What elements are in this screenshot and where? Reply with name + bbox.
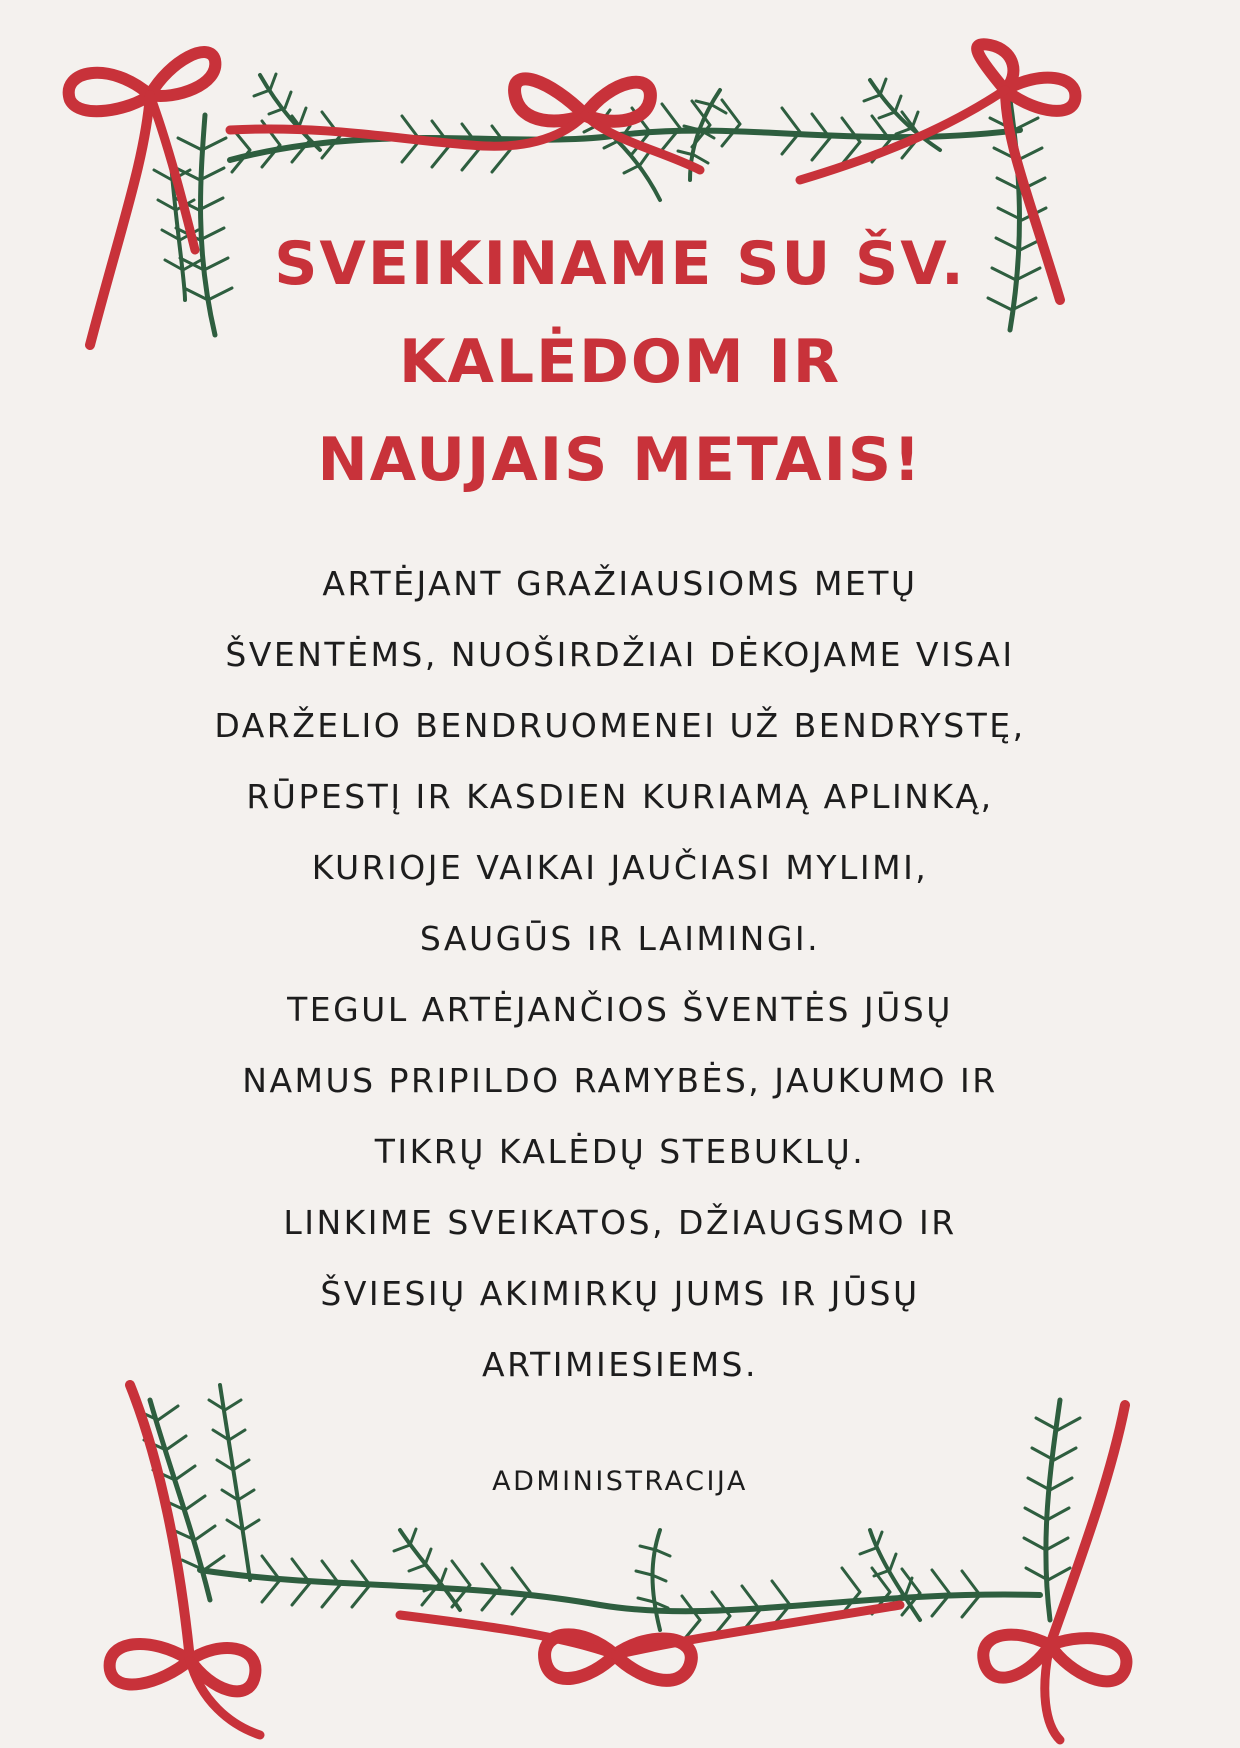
message-line: TEGUL ARTĖJANČIOS ŠVENTĖS JŪSŲ bbox=[287, 990, 953, 1029]
message-line: TIKRŲ KALĖDŲ STEBUKLŲ. bbox=[374, 1132, 866, 1171]
card-title bbox=[120, 215, 1120, 509]
signature: ADMINISTRACIJA bbox=[492, 1466, 748, 1497]
title-line: SVEIKINAME SU ŠV. bbox=[274, 229, 966, 299]
title-line: NAUJAIS METAIS! bbox=[317, 425, 923, 495]
message-line: KURIOJE VAIKAI JAUČIASI MYLIMI, bbox=[311, 848, 929, 887]
message-line: ARTĖJANT GRAŽIAUSIOMS METŲ bbox=[322, 564, 918, 603]
message-line: SAUGŪS IR LAIMINGI. bbox=[419, 919, 821, 958]
message-line: ŠVENTĖMS, NUOŠIRDŽIAI DĖKOJAME VISAI bbox=[225, 635, 1015, 674]
greeting-message bbox=[140, 548, 1100, 1400]
message-line: DARŽELIO BENDRUOMENEI UŽ BENDRYSTĘ, bbox=[214, 706, 1026, 745]
title-line: KALĖDOM IR bbox=[398, 327, 842, 397]
message-line: LINKIME SVEIKATOS, DŽIAUGSMO IR bbox=[283, 1203, 957, 1242]
message-line: NAMUS PRIPILDO RAMYBĖS, JAUKUMO IR bbox=[242, 1061, 998, 1100]
message-line: ŠVIESIŲ AKIMIRKŲ JUMS IR JŪSŲ bbox=[320, 1274, 920, 1313]
message-line: ARTIMIESIEMS. bbox=[482, 1345, 758, 1384]
message-line: RŪPESTĮ IR KASDIEN KURIAMĄ APLINKĄ, bbox=[246, 777, 994, 816]
